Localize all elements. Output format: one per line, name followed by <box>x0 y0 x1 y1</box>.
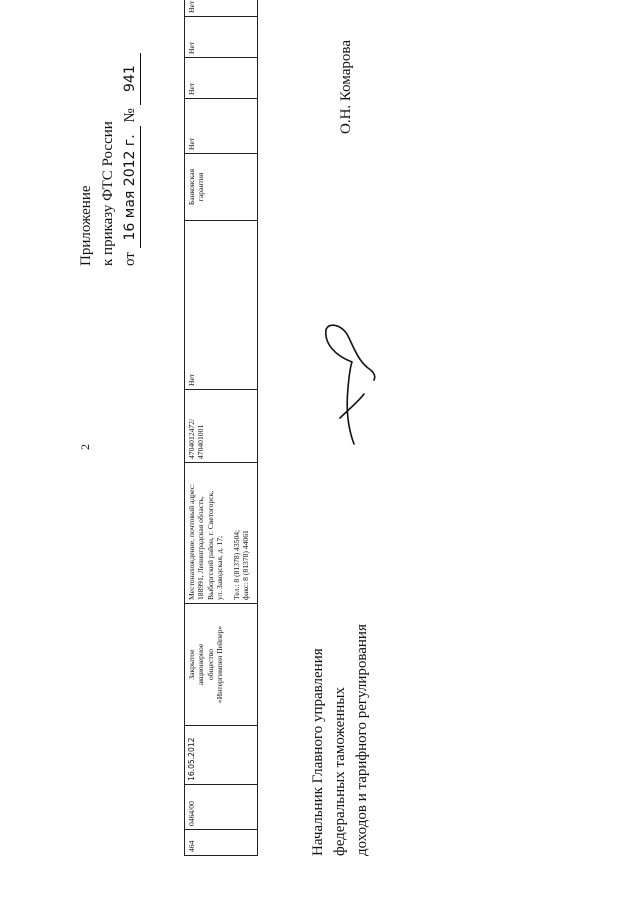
address-line: Тел.: 8 (81378) 43504; <box>232 529 241 600</box>
address-line: 188991, Ленинградская область, <box>196 496 206 600</box>
handwritten-signature <box>318 318 378 448</box>
address-line: Местонахождение, почтовый адрес: <box>187 483 196 600</box>
appendix-header <box>76 53 141 266</box>
org-name-line: «Интергимпен Пейпер» <box>214 625 224 704</box>
registry-table <box>184 0 258 856</box>
security-line: гарантия <box>196 172 206 202</box>
signatory-title <box>308 624 373 856</box>
number-label: № <box>121 108 138 123</box>
address-line: Выборгский район, г. Светогорск, <box>205 490 215 600</box>
cell-predecessor: Нет <box>185 221 258 390</box>
inn-line: 470401001 <box>196 424 206 459</box>
cell-flag-1: Нет <box>185 99 258 154</box>
appendix-order-ref: к приказу ФТС России <box>99 121 116 266</box>
security-line: Банковская <box>187 168 196 206</box>
cell-number: 464 <box>185 830 258 856</box>
cell-inn-kpp <box>185 390 258 463</box>
org-name-line: общество <box>205 648 215 681</box>
cell-flag-4: Нет <box>185 0 258 17</box>
address-line: ул. Заводская, д. 17; <box>214 535 224 600</box>
cell-org-name <box>185 604 258 726</box>
table-row <box>185 0 258 856</box>
cell-flag-2: Нет <box>185 58 258 99</box>
order-number: 941 <box>120 53 141 105</box>
cell-code: 0464/00 <box>185 785 258 830</box>
date-text: 16.05.2012 <box>187 737 196 781</box>
signatory-line: доходов и тарифного регулирования <box>353 624 370 856</box>
signatory-name: О.Н. Комарова <box>338 40 354 134</box>
signature-stroke <box>326 325 375 444</box>
order-date: 16 мая 2012 г. <box>120 126 141 248</box>
cell-address <box>185 463 258 604</box>
address-spacer <box>224 466 232 600</box>
cell-security <box>185 154 258 221</box>
cell-flag-3: Нет <box>185 17 258 58</box>
inn-line: 4704012472/ <box>187 418 196 459</box>
signatory-line: федеральных таможенных <box>331 687 348 856</box>
signatory-line: Начальник Главного управления <box>310 648 326 856</box>
from-label: от <box>121 252 138 266</box>
cell-date <box>185 726 258 785</box>
appendix-title: Приложение <box>78 185 94 266</box>
page-number: 2 <box>78 444 92 450</box>
org-name-line: акционерное <box>196 643 206 686</box>
org-name-line: Закрытое <box>187 649 196 680</box>
address-line: факс: 8 (81378) 44061 <box>241 530 251 600</box>
appendix-date-line <box>120 53 142 266</box>
